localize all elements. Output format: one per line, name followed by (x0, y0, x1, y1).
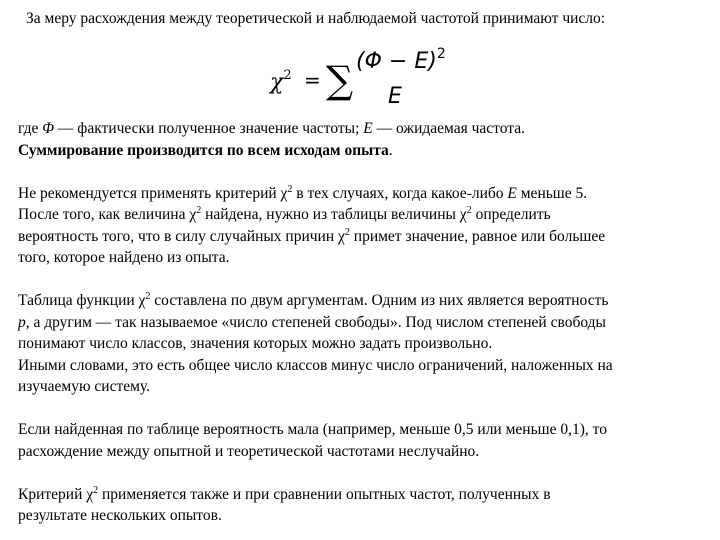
square-superscript: 2 (93, 484, 99, 496)
text-fragment: Таблица функции χ (18, 292, 146, 309)
text-fragment: составлена по двум аргументам. Одним из них является вероятность (150, 292, 609, 309)
paragraph-gap (18, 398, 718, 420)
text-fragment: , а другим — так называемое «число степеней свободы». Под числом степеней свободы (25, 313, 606, 331)
paragraph-gap (18, 269, 718, 291)
formula-lhs (270, 68, 292, 95)
table-line-5: изучаемую систему. (18, 378, 150, 395)
recommendation-line-2 (18, 204, 718, 226)
chi-symbol: χ (270, 70, 284, 95)
lhs-power: 2 (283, 68, 292, 83)
criterion-line-1 (18, 484, 718, 506)
intro-text: За меру расхождения между теоретической и наблюдаемой частотой принимают число: (26, 10, 606, 27)
text-fragment: примет значение, равное или большее (349, 227, 606, 245)
sum-symbol: ∑ (326, 58, 354, 102)
table-line-1 (18, 290, 718, 312)
criterion-line-2: результате нескольких опытов. (18, 507, 222, 524)
paragraph-gap (18, 462, 718, 484)
text-fragment: Критерий χ (18, 485, 94, 503)
p-symbol: p (18, 313, 26, 331)
body-text (18, 118, 718, 527)
numerator-power: 2 (436, 46, 446, 62)
probability-line-2: расхождение между опытной и теоретической частотами неслучайно. (18, 442, 480, 460)
text-fragment: Не рекомендуется применять критерий χ (18, 184, 288, 202)
summation-bold: Суммирование производится по всем исходам опыта (18, 141, 389, 159)
text-fragment: — фактически полученное значение частоты; (54, 120, 364, 137)
text-fragment: — ожидаемая частота. (372, 120, 525, 137)
recommendation-line-4: того, которое найдено из опыта. (18, 249, 230, 266)
recommendation-line-1 (18, 183, 718, 205)
equals-sign: = (304, 68, 321, 92)
square-superscript: 2 (466, 205, 472, 216)
phi-symbol: Φ (42, 120, 55, 137)
square-superscript: 2 (196, 205, 202, 216)
recommendation-line-3 (18, 226, 718, 248)
e-symbol: E (363, 120, 373, 137)
chi-square-formula (270, 46, 470, 118)
numerator-text: (Φ − E) (356, 49, 437, 74)
square-superscript: 2 (344, 226, 350, 238)
formula-numerator (356, 46, 446, 74)
paragraph-gap (18, 161, 718, 183)
text-fragment: в тех случаях, когда какое-либо (292, 184, 508, 202)
text-fragment: определить (471, 206, 551, 223)
text-fragment: После того, как величина χ (18, 206, 197, 223)
square-superscript: 2 (287, 183, 293, 195)
formula-denominator: E (388, 84, 402, 109)
table-line-2 (18, 312, 718, 334)
e-symbol: E (507, 184, 517, 202)
text-fragment: найдена, нужно из таблицы величины χ (201, 206, 467, 223)
summation-note (18, 140, 718, 162)
text-fragment: меньше 5. (516, 184, 588, 202)
table-line-3: понимают число классов, значения которых можно задать произвольно. (18, 335, 493, 352)
text-fragment: . (388, 141, 393, 159)
text-fragment: вероятность того, что в силу случайных причин χ (18, 227, 345, 245)
probability-line-1: Если найденная по таблице вероятность мала (например, меньше 0,5 или меньше 0,1), то (18, 421, 607, 438)
text-fragment: применяется также и при сравнении опытных частот, полученных в (98, 485, 551, 503)
definition-line (18, 118, 718, 140)
square-superscript: 2 (145, 291, 151, 302)
text-fragment: где (18, 120, 43, 137)
table-line-4: Иными словами, это есть общее число классов минус число ограничений, наложенных на (18, 356, 613, 374)
